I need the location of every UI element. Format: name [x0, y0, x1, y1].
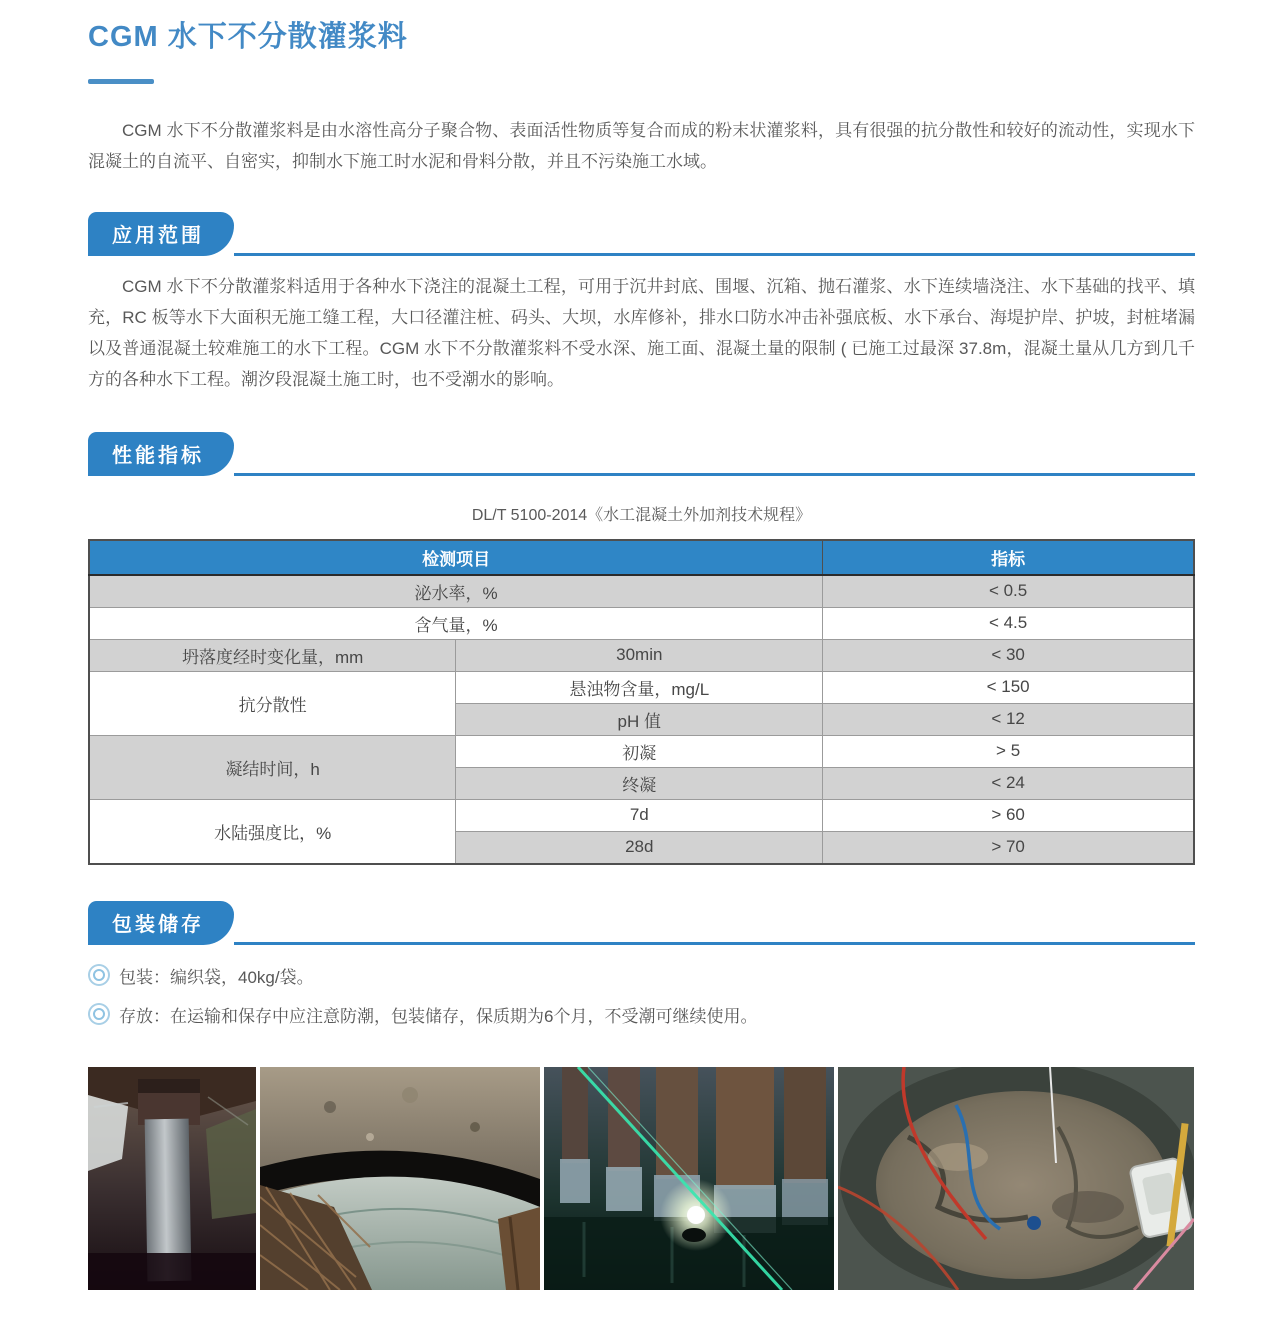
- section-header-application: [88, 212, 1195, 256]
- list-item: [88, 1002, 1195, 1027]
- photo-pile-steel-casing: [88, 1067, 256, 1290]
- cell-value: < 4.5: [823, 607, 1194, 639]
- standard-reference-note: DL/T 5100-2014《水工混凝土外加剂技术规程》: [471, 506, 812, 524]
- table-row: [89, 575, 1194, 608]
- cell-value: < 30: [823, 639, 1194, 671]
- page-content: [88, 0, 1195, 1290]
- cell-subitem: 7d: [456, 799, 823, 831]
- cell-value: > 70: [823, 831, 1194, 864]
- list-item: [88, 963, 1195, 988]
- intro-paragraph: CGM 水下不分散灌浆料是由水溶性高分子聚合物、表面活性物质等复合而成的粉末状灌浆料，具有很强的抗分散性和较好的流动性，实现水下混凝土的自流平、自密实，抑制水下施工时水泥和骨料分散，并且不污染施工水域。: [88, 121, 1195, 171]
- section-rule: [234, 473, 1195, 476]
- table-header-row: [89, 540, 1194, 575]
- section-rule: [234, 253, 1195, 256]
- header-cell-item: 检测项目: [89, 540, 823, 575]
- table-row: [89, 607, 1194, 639]
- cell-subitem: pH 值: [456, 703, 823, 735]
- cell-item: 水陆强度比，%: [89, 799, 456, 864]
- cell-value: > 60: [823, 799, 1194, 831]
- cell-item: 泌水率，%: [89, 575, 823, 608]
- bullet-text: 包装：编织袋，40kg/袋。: [119, 967, 314, 987]
- ring-bullet-icon: [93, 969, 105, 981]
- page-title: CGM 水下不分散灌浆料: [88, 21, 408, 53]
- photo-caisson-excavation: [838, 1067, 1194, 1290]
- cell-subitem: 30min: [456, 639, 823, 671]
- header-cell-value: 指标: [823, 540, 1194, 575]
- cell-subitem: 终凝: [456, 767, 823, 799]
- photo-pile-repair-closeup: [260, 1067, 540, 1290]
- project-photo-strip: [88, 1067, 1195, 1290]
- cell-item: 含气量，%: [89, 607, 823, 639]
- packaging-heading-badge: 包装储存: [88, 901, 234, 945]
- table-row: [89, 799, 1194, 831]
- performance-heading-badge: 性能指标: [88, 432, 234, 476]
- bullet-text: 存放：在运输和保存中应注意防潮，包装储存，保质期为6个月，不受潮可继续使用。: [119, 1006, 758, 1026]
- table-row: [89, 671, 1194, 703]
- application-heading-badge: 应用范围: [88, 212, 234, 256]
- photo-caisson-excavation-image: [838, 1067, 1194, 1290]
- table-row: [89, 639, 1194, 671]
- cell-item: 坍落度经时变化量，mm: [89, 639, 456, 671]
- cell-value: > 5: [823, 735, 1194, 767]
- cell-value: < 12: [823, 703, 1194, 735]
- application-paragraph: CGM 水下不分散灌浆料适用于各种水下浇注的混凝土工程，可用于沉井封底、围堰、沉箱、抛石灌浆、水下连续墙浇注、水下基础的找平、填充，RC 板等水下大面积无施工缝工程，大口径灌注桩、码头、大坝，水库修补，排水口防水冲击补强底板、水下承台、海堤护岸、护坡，封桩堵漏以及普通混凝土较难施工的水下工程。CGM 水下不分散灌浆料不受水深、施工面、混凝土量的限制 ( 已施工过最深 37.8m，混凝土量从几方到几千方的各种水下工程。潮汐段混凝土施工时，也不受潮水的影响。: [88, 276, 1195, 389]
- photo-pile-steel-casing-image: [88, 1067, 256, 1290]
- photo-night-piers-diver-light: [544, 1067, 834, 1290]
- cell-subitem: 28d: [456, 831, 823, 864]
- cell-item: 抗分散性: [89, 671, 456, 735]
- cell-value: < 24: [823, 767, 1194, 799]
- photo-night-piers-image: [544, 1067, 834, 1290]
- section-header-performance: [88, 432, 1195, 476]
- title-underline: [88, 79, 154, 84]
- performance-table: [88, 539, 1195, 865]
- cell-subitem: 悬浊物含量，mg/L: [456, 671, 823, 703]
- cell-value: < 0.5: [823, 575, 1194, 608]
- section-rule: [234, 942, 1195, 945]
- section-header-packaging: [88, 901, 1195, 945]
- table-row: [89, 735, 1194, 767]
- ring-bullet-icon: [93, 1008, 105, 1020]
- cell-subitem: 初凝: [456, 735, 823, 767]
- cell-value: < 150: [823, 671, 1194, 703]
- cell-item: 凝结时间，h: [89, 735, 456, 799]
- photo-pile-repair-image: [260, 1067, 540, 1290]
- packaging-bullet-list: [88, 963, 1195, 1027]
